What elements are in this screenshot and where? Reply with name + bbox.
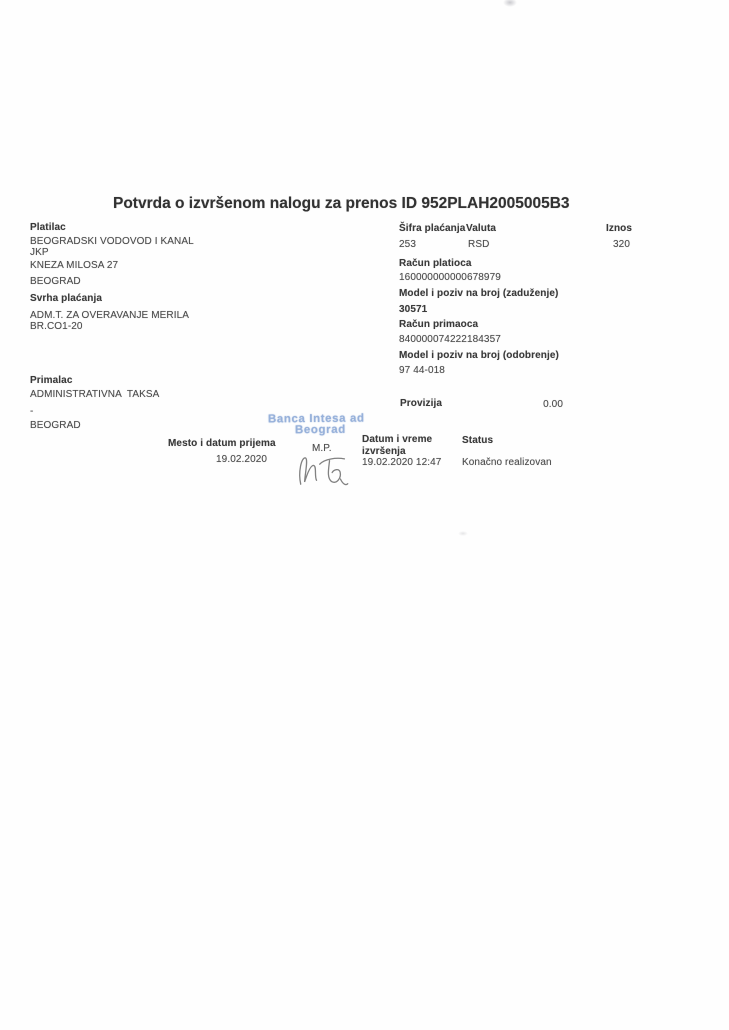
payer-city: BEOGRAD (30, 276, 81, 287)
currency-label: Valuta (466, 223, 497, 234)
scan-artifact-top (503, 0, 517, 7)
recipient-account-value: 840000074222184357 (399, 334, 501, 345)
exec-label-line1: Datum i vreme (362, 434, 433, 445)
recipient-city: BEOGRAD (30, 420, 81, 431)
purpose-line1: ADM.T. ZA OVERAVANJE MERILA (30, 310, 190, 321)
model-credit-value: 97 44-018 (399, 365, 445, 376)
model-debit-label: Model i poziv na broj (zaduženje) (399, 288, 559, 299)
recipient-account-label: Račun primaoca (399, 319, 479, 330)
payer-account-value: 160000000000678979 (399, 272, 501, 283)
place-date-value: 19.02.2020 (216, 454, 268, 465)
recipient-label: Primalac (30, 375, 73, 386)
mp-label: M.P. (312, 443, 332, 454)
handwritten-signature (293, 447, 355, 493)
bank-stamp-line2: Beograd (294, 423, 346, 437)
payer-account-label: Račun platioca (399, 258, 472, 269)
status-label: Status (462, 435, 494, 446)
amount-label: Iznos (606, 223, 633, 234)
model-credit-label: Model i poziv na broj (odobrenje) (399, 350, 559, 361)
model-debit-value: 30571 (399, 304, 428, 315)
recipient-name: ADMINISTRATIVNA TAKSA (30, 389, 160, 400)
amount-value: 320 (613, 239, 630, 250)
status-value: Konačno realizovan (462, 457, 552, 468)
recipient-dash: - (30, 406, 34, 417)
payer-label: Platilac (30, 222, 66, 233)
currency-value: RSD (468, 239, 490, 250)
purpose-label: Svrha plaćanja (30, 293, 102, 304)
document-title: Potvrda o izvršenom nalogu za prenos ID 952PLAH2005005B3 (113, 195, 570, 212)
bank-stamp-line1: Banca Intesa ad (267, 412, 365, 426)
purpose-line2: BR.CO1-20 (30, 321, 83, 332)
fee-label: Provizija (400, 398, 443, 409)
fee-value: 0.00 (543, 399, 563, 410)
place-date-label: Mesto i datum prijema (168, 438, 276, 449)
exec-label-line2: izvršenja (362, 446, 406, 457)
payment-code-value: 253 (399, 239, 416, 250)
payment-code-label: Šifra plaćanja (399, 223, 466, 234)
exec-value: 19.02.2020 12:47 (362, 457, 442, 468)
payer-address: KNEZA MILOSA 27 (30, 260, 119, 271)
scan-speck (458, 531, 468, 536)
payer-name-line1: BEOGRADSKI VODOVOD I KANAL (30, 236, 194, 247)
payer-name-line2: JKP (30, 247, 49, 258)
